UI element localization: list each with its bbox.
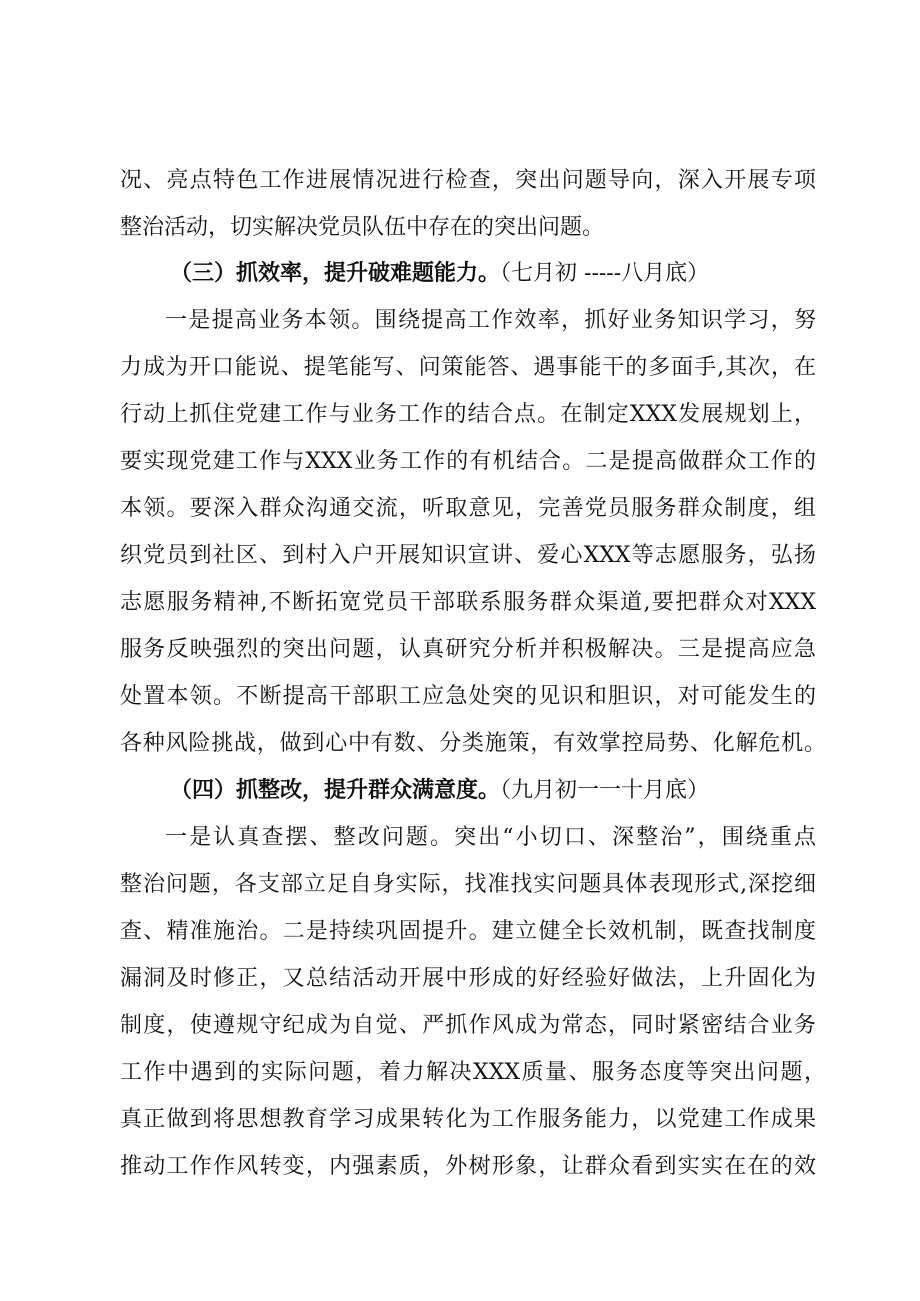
body-line: 要实现党建工作与XXX业务工作的有机结合。二是提高做群众工作的 xyxy=(120,449,816,474)
section-heading-4-title: （四）抓整改，提升群众满意度。 xyxy=(170,777,501,803)
body-line: 织党员到社区、到村入户开展知识宣讲、爱心XXX等志愿服务，弘扬 xyxy=(120,543,816,568)
body-line: 本领。要深入群众沟通交流，听取意见，完善党员服务群众制度，组 xyxy=(120,496,816,521)
body-line: 一是认真查摆、整改问题。突出“小切口、深整治”，围绕重点 xyxy=(165,825,816,850)
body-line: 整治问题，各支部立足自身实际，找准找实问题具体表现形式,深挖细 xyxy=(120,872,816,897)
body-line: 行动上抓住党建工作与业务工作的结合点。在制定XXX发展规划上， xyxy=(120,402,816,427)
section-heading-3-title: （三）抓效率，提升破难题能力。 xyxy=(170,260,501,286)
body-line: 查、精准施治。二是持续巩固提升。建立健全长效机制，既查找制度 xyxy=(120,919,816,944)
section-heading-3 xyxy=(170,258,709,289)
body-line: 一是提高业务本领。围绕提高工作效率，抓好业务知识学习，努 xyxy=(165,308,816,333)
section-heading-3-period: （七月初 -----八月底） xyxy=(500,261,710,286)
body-line: 工作中遇到的实际问题，着力解决XXX质量、服务态度等突出问题， xyxy=(120,1060,826,1085)
body-line: 各种风险挑战，做到心中有数、分类施策，有效掌控局势、化解危机。 xyxy=(120,731,826,756)
section-heading-4 xyxy=(170,775,709,806)
body-line: 真正做到将思想教育学习成果转化为工作服务能力，以党建工作成果 xyxy=(120,1107,816,1132)
body-line: 况、亮点特色工作进展情况进行检查，突出问题导向，深入开展专项 xyxy=(120,168,816,193)
body-line: 志愿服务精神,不断拓宽党员干部联系服务群众渠道,要把群众对XXX xyxy=(120,590,816,615)
body-line: 整治活动，切实解决党员队伍中存在的突出问题。 xyxy=(120,215,605,240)
body-line: 处置本领。不断提高干部职工应急处突的见识和胆识，对可能发生的 xyxy=(120,684,816,709)
body-line: 服务反映强烈的突出问题，认真研究分析并积极解决。三是提高应急 xyxy=(120,637,816,662)
body-line: 漏洞及时修正，又总结活动开展中形成的好经验好做法，上升固化为 xyxy=(120,966,816,991)
body-line: 制度，使遵规守纪成为自觉、严抓作风成为常态，同时紧密结合业务 xyxy=(120,1013,816,1038)
body-line: 力成为开口能说、提笔能写、问策能答、遇事能干的多面手,其次，在 xyxy=(120,355,816,380)
body-line: 推动工作作风转变，内强素质，外树形象，让群众看到实实在在的效 xyxy=(120,1154,816,1179)
section-heading-4-period: （九月初一一十月底） xyxy=(500,778,710,803)
